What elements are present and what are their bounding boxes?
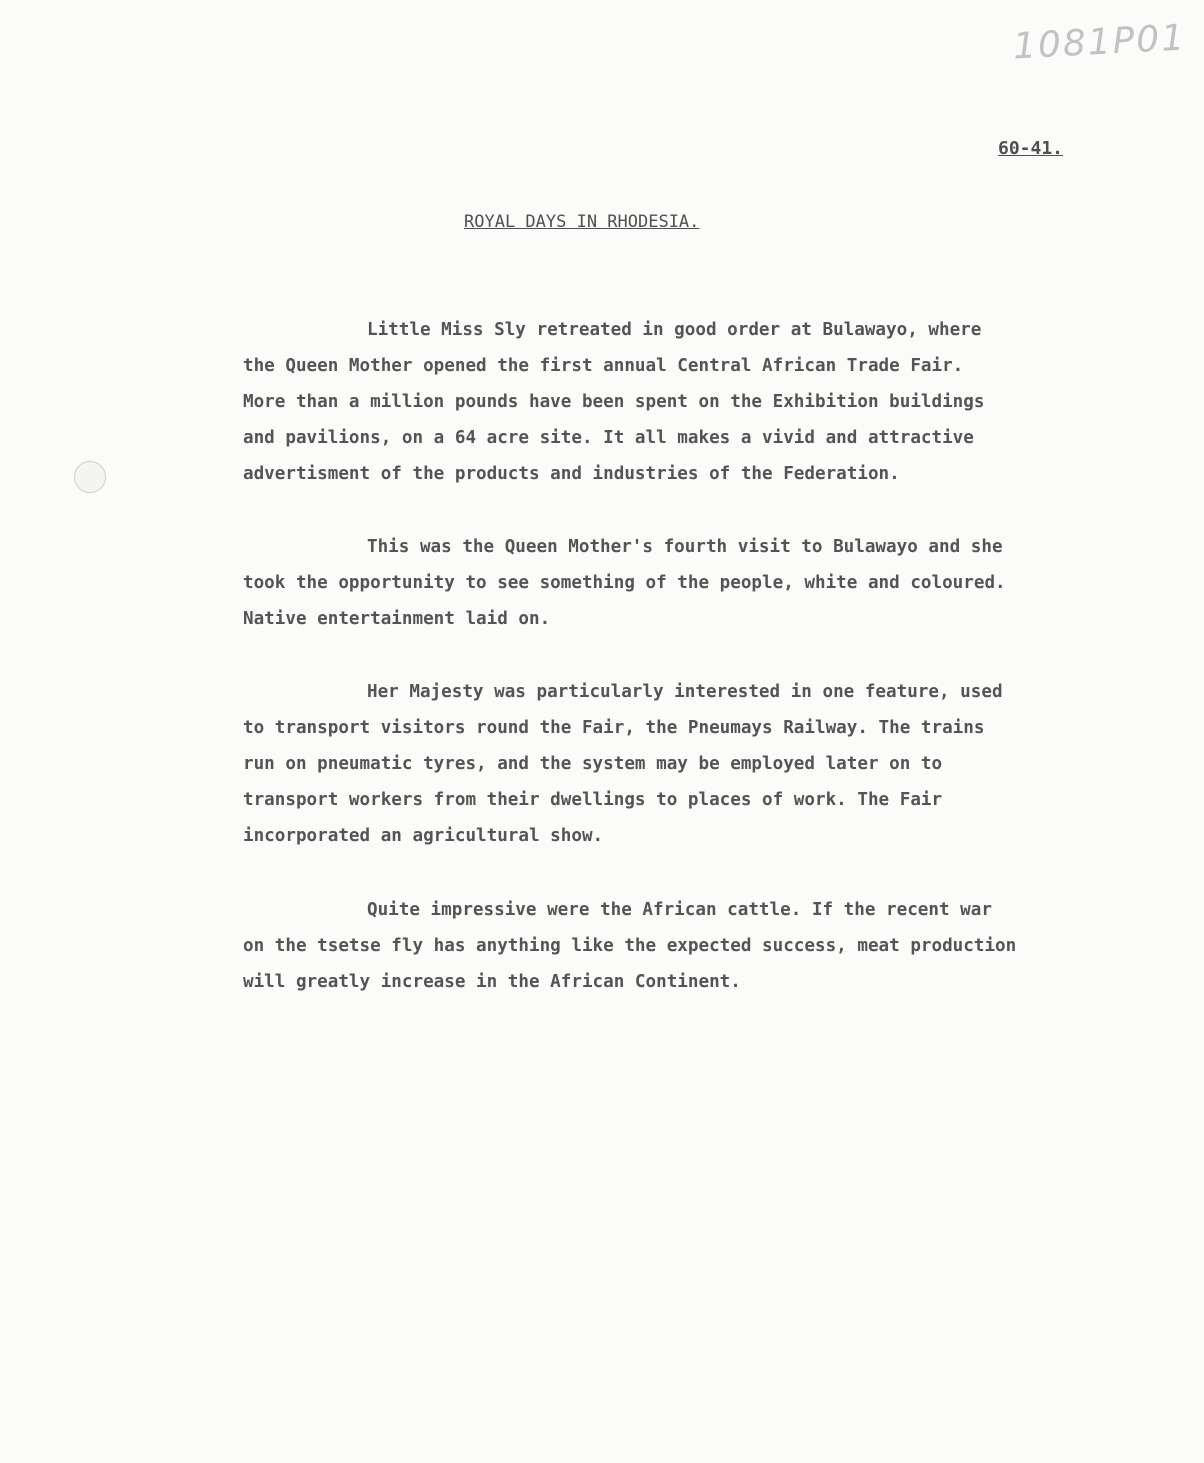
paragraph-line: on the tsetse fly has anything like the expected success, meat production	[243, 936, 1017, 956]
paragraph-line: the Queen Mother opened the first annual Central African Trade Fair.	[243, 356, 964, 376]
paragraph-line: to transport visitors round the Fair, the Pneumays Railway. The trains	[243, 718, 985, 738]
paragraph-line: Little Miss Sly retreated in good order at Bulawayo, where	[367, 320, 982, 340]
paragraph-line: Quite impressive were the African cattle. If the recent war	[367, 900, 992, 920]
document-title: ROYAL DAYS IN RHODESIA.	[464, 212, 700, 232]
paragraph-line: incorporated an agricultural show.	[243, 826, 604, 846]
paragraph-4	[243, 892, 1163, 1000]
paragraph-1	[243, 312, 1163, 492]
document-number: 60-41.	[998, 138, 1064, 159]
paragraph-line: This was the Queen Mother's fourth visit to Bulawayo and she	[367, 537, 1003, 557]
handwritten-reference: 1081P01	[1011, 17, 1187, 68]
paragraph-line: Native entertainment laid on.	[243, 609, 551, 629]
paragraph-2	[243, 529, 1163, 637]
paragraph-line: took the opportunity to see something of the people, white and coloured.	[243, 573, 1006, 593]
paragraph-line: More than a million pounds have been spent on the Exhibition buildings	[243, 392, 985, 412]
paragraph-line: transport workers from their dwellings to places of work. The Fair	[243, 790, 943, 810]
paragraph-line: Her Majesty was particularly interested in one feature, used	[367, 682, 1003, 702]
paragraph-line: run on pneumatic tyres, and the system may be employed later on to	[243, 754, 943, 774]
paragraph-line: advertisment of the products and industries of the Federation.	[243, 464, 900, 484]
paragraph-line: and pavilions, on a 64 acre site. It all makes a vivid and attractive	[243, 428, 974, 448]
paragraph-line: will greatly increase in the African Continent.	[243, 972, 741, 992]
punch-hole	[74, 461, 106, 493]
paragraph-3	[243, 674, 1163, 854]
